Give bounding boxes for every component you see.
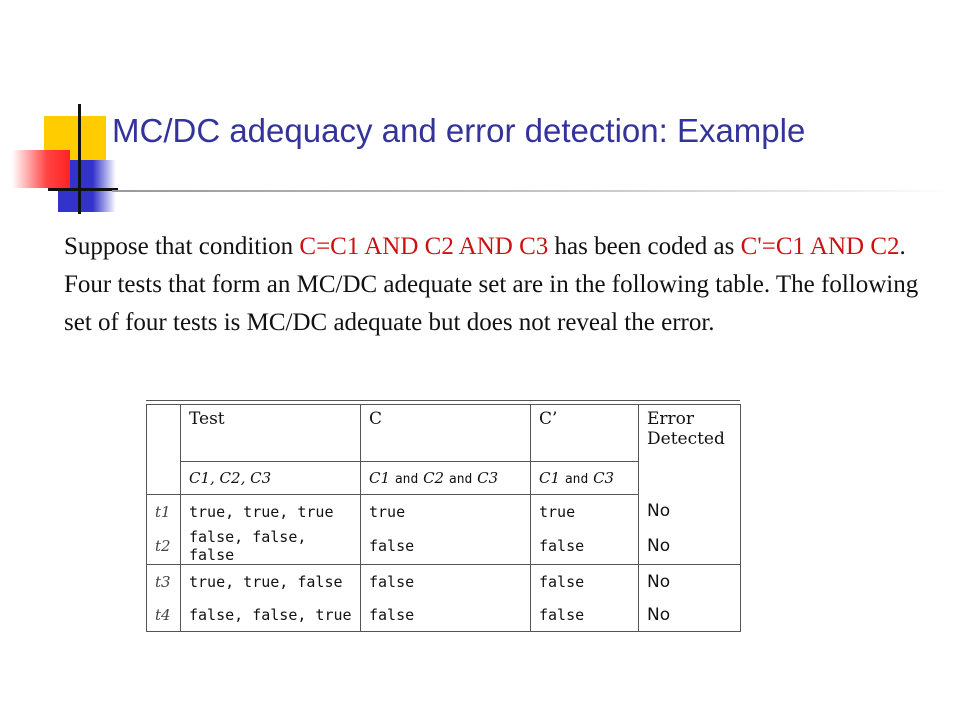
- table-top-rule: [146, 400, 740, 401]
- error-detected-value: No: [639, 495, 741, 529]
- sub-c-and2: and: [448, 472, 473, 487]
- test-id: t4: [147, 598, 181, 632]
- error-detected-value: No: [639, 528, 741, 565]
- sub-cp-c3: C3: [593, 469, 615, 487]
- test-values: true, true, false: [181, 565, 361, 599]
- test-id: t2: [147, 528, 181, 565]
- sub-c-c1: C1: [369, 469, 391, 487]
- sub-c-c3: C3: [477, 469, 499, 487]
- test-values: false, false, false: [181, 528, 361, 565]
- sub-c-c2: C2: [423, 469, 445, 487]
- body-text-part2: has been coded as: [548, 233, 741, 260]
- title-underline: [112, 190, 960, 192]
- table-row: [147, 495, 741, 529]
- condition-c-highlight: C=C1 AND C2 AND C3: [299, 233, 549, 260]
- cprime-value: true: [531, 495, 639, 529]
- test-values: false, false, true: [181, 598, 361, 632]
- slide-body-text: [64, 228, 924, 342]
- c-value: false: [361, 565, 531, 599]
- c-value: true: [361, 495, 531, 529]
- sub-cp-c1: C1: [539, 469, 561, 487]
- test-id: t3: [147, 565, 181, 599]
- table-header-row: [147, 405, 741, 462]
- logo-red-bar: [12, 150, 70, 188]
- title-logo-decoration: [0, 0, 140, 220]
- logo-horizontal-line: [48, 188, 118, 191]
- test-values: true, true, true: [181, 495, 361, 529]
- error-detected-value: No: [639, 598, 741, 632]
- table-row: [147, 528, 741, 565]
- subheader-test-conditions: C1, C2, C3: [181, 462, 361, 495]
- sub-cp-and: and: [564, 472, 589, 487]
- error-detected-value: No: [639, 565, 741, 599]
- header-test: Test: [181, 405, 361, 462]
- cprime-value: false: [531, 565, 639, 599]
- slide-title: MC/DC adequacy and error detection: Example: [112, 112, 806, 149]
- subheader-empty-cell: [147, 462, 181, 495]
- sub-c-and1: and: [394, 472, 419, 487]
- header-cprime: C’: [531, 405, 639, 462]
- table-row: [147, 565, 741, 599]
- logo-vertical-line: [78, 104, 81, 214]
- mcdc-test-table-figure: [146, 404, 740, 640]
- cprime-value: false: [531, 598, 639, 632]
- mcdc-test-table: [146, 404, 741, 632]
- c-value: false: [361, 528, 531, 565]
- c-value: false: [361, 598, 531, 632]
- subheader-cprime-expression: [531, 462, 639, 495]
- table-row: [147, 598, 741, 632]
- subheader-c-expression: [361, 462, 531, 495]
- condition-cprime-highlight: C'=C1 AND C2: [740, 233, 900, 260]
- header-error-detected: Error Detected: [639, 405, 741, 495]
- header-empty-cell: [147, 405, 181, 462]
- header-c: C: [361, 405, 531, 462]
- cprime-value: false: [531, 528, 639, 565]
- test-id: t1: [147, 495, 181, 529]
- body-text-part1: Suppose that condition: [64, 233, 300, 260]
- body-text-part3: . Four tests that form an MC/DC adequate set are in the following table. The following set of four tests is MC/DC adequate but does not reveal the error.: [64, 233, 919, 336]
